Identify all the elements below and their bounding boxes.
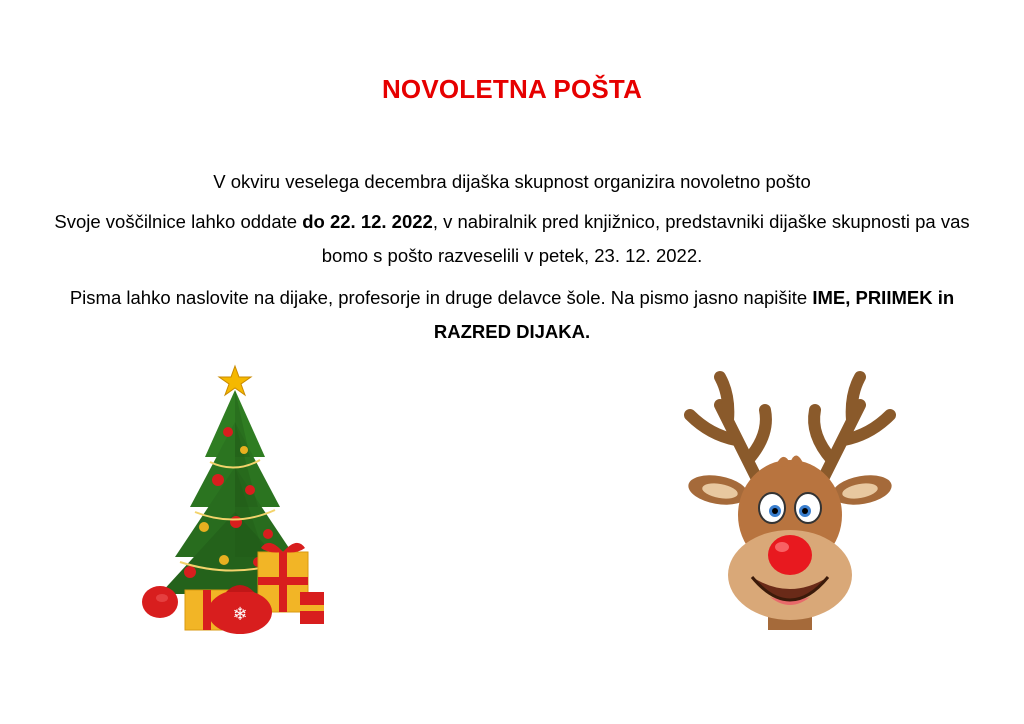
address-required-fields: IME, PRIIMEK in RAZRED DIJAKA.	[433, 287, 955, 342]
christmas-tree-icon	[140, 362, 325, 637]
reindeer-icon	[660, 365, 920, 635]
address-text: Pisma lahko naslovite na dijake, profesorje in druge delavce šole. Na pismo jasno napišite	[69, 287, 813, 308]
svg-text:❄: ❄	[232, 604, 248, 625]
intro-text: V okviru veselega decembra dijaška skupnost organizira novoletno pošto	[213, 171, 811, 192]
deadline-date: do 22. 12. 2022	[302, 211, 433, 232]
deadline-text-start: Svoje voščilnice lahko oddate	[54, 211, 303, 232]
deadline-paragraph	[30, 205, 994, 273]
page-title: NOVOLETNA POŠTA	[381, 74, 643, 104]
intro-paragraph	[30, 165, 994, 199]
address-paragraph	[30, 281, 994, 349]
deadline-text-end: , v nabiralnik pred knjižnico, predstavniki dijaške skupnosti pa vas bomo s pošto razveselili v petek, 23. 12. 2022.	[321, 211, 970, 266]
